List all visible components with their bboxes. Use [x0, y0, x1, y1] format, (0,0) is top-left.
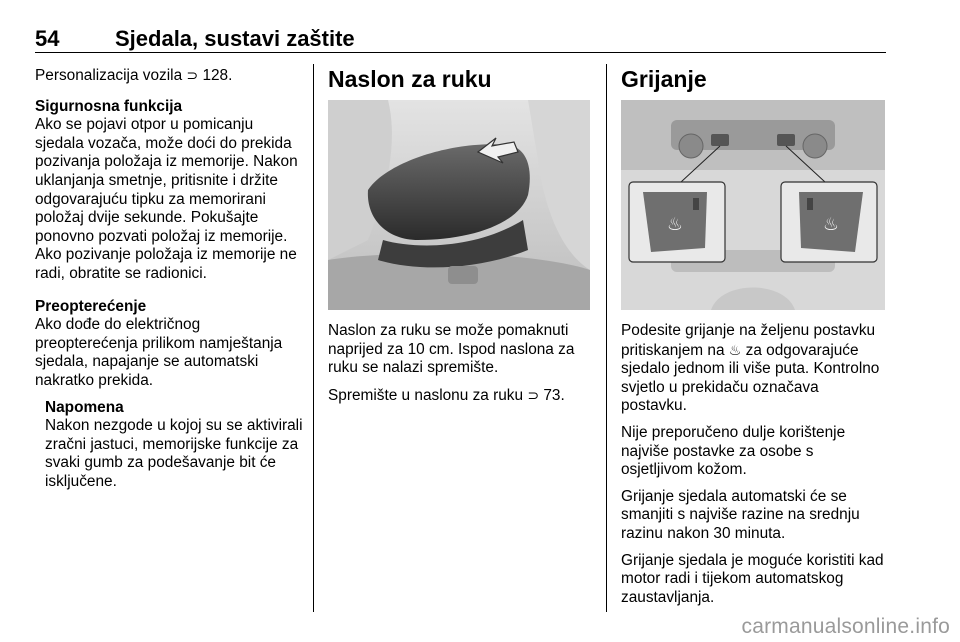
armrest-illustration [328, 100, 590, 310]
note-body: Nakon nezgode u kojoj su se aktivirali zračni jastuci, memorijske funkcije za svaki gumb za podešavanje bit će isključene. [45, 417, 303, 490]
column-divider-2 [606, 64, 607, 612]
overload-section [35, 298, 305, 391]
page-title: Sjedala, sustavi zaštite [115, 26, 355, 51]
heating-instructions: Podesite grijanje na željenu postavku pritiskanjem na ♨ za odgovarajuće sjedalo jednom ili više puta. Kontrolno svjetlo u prekidaču označava postavku. [621, 322, 880, 415]
section-body-overload: Ako dođe do električnog preopterećenja prilikom namještanja sjedala, napajanje se automatski nakratko prekida. [35, 316, 283, 389]
seat-heat-button-left [629, 182, 725, 262]
heating-auto-reduce-note: Grijanje sjedala automatski će se smanjiti s najviše razine na srednju razinu nakon 30 minuta. [621, 487, 860, 542]
heating-sensitive-skin-note: Nije preporučeno dulje korištenje najviše postavke za osobe s osjetljivom kožom. [621, 423, 846, 479]
reference-arrow-icon: ⊃ [186, 67, 199, 83]
watermark: carmanualsonline.info [741, 615, 950, 638]
section-body-safety: Ako se pojavi otpor u pomicanju sjedala vozača, može doći do prekida pozivanja položaja iz memorije. Nakon uklanjanja smetnje, pritisnite i držite odgovarajuću tipku za memorirani položaj dvije sekunde. Pokušajte ponovno pozvati položaj iz memorije. Ako pozivanje položaja iz memorije ne radi, obratite se radionici. [35, 116, 298, 282]
seat-heating-illustration [621, 100, 885, 310]
heating-engine-note: Grijanje sjedala je moguće koristiti kad motor radi i tijekom automatskog zaustavljanja. [621, 551, 884, 606]
note-block [35, 399, 305, 492]
heading-armrest: Naslon za ruku [328, 66, 492, 92]
armrest-description: Naslon za ruku se može pomaknuti naprijed za 10 cm. Ispod naslona za ruku se nalazi spremište. [328, 322, 575, 377]
column-right [621, 66, 886, 92]
column-right-text [621, 322, 887, 615]
seat-heating-icon: ♨ [728, 341, 742, 358]
page-reference-link[interactable]: 128. [202, 67, 233, 84]
section-title-overload: Preopterećenje [35, 297, 147, 315]
page-header [35, 26, 885, 50]
column-middle-text [328, 322, 593, 413]
header-rule [35, 52, 886, 53]
seat-heat-button-right [781, 182, 877, 262]
column-left [35, 66, 305, 499]
reference-arrow-icon: ⊃ [527, 386, 540, 403]
section-title-safety: Sigurnosna funkcija [35, 97, 183, 115]
armrest-storage-ref: Spremište u naslonu za ruku ⊃ 73. [328, 386, 565, 404]
safety-function-section [35, 98, 305, 284]
svg-text:♨: ♨ [666, 214, 684, 235]
page-number: 54 [35, 26, 60, 51]
heading-heating: Grijanje [621, 66, 707, 92]
page-reference-link[interactable]: 73. [543, 386, 565, 404]
svg-text:♨: ♨ [822, 214, 840, 235]
personalization-ref-paragraph: Personalizacija vozila ⊃ 128. [35, 67, 233, 84]
column-middle [328, 66, 593, 92]
note-title: Napomena [45, 398, 124, 416]
column-divider-1 [313, 64, 314, 612]
